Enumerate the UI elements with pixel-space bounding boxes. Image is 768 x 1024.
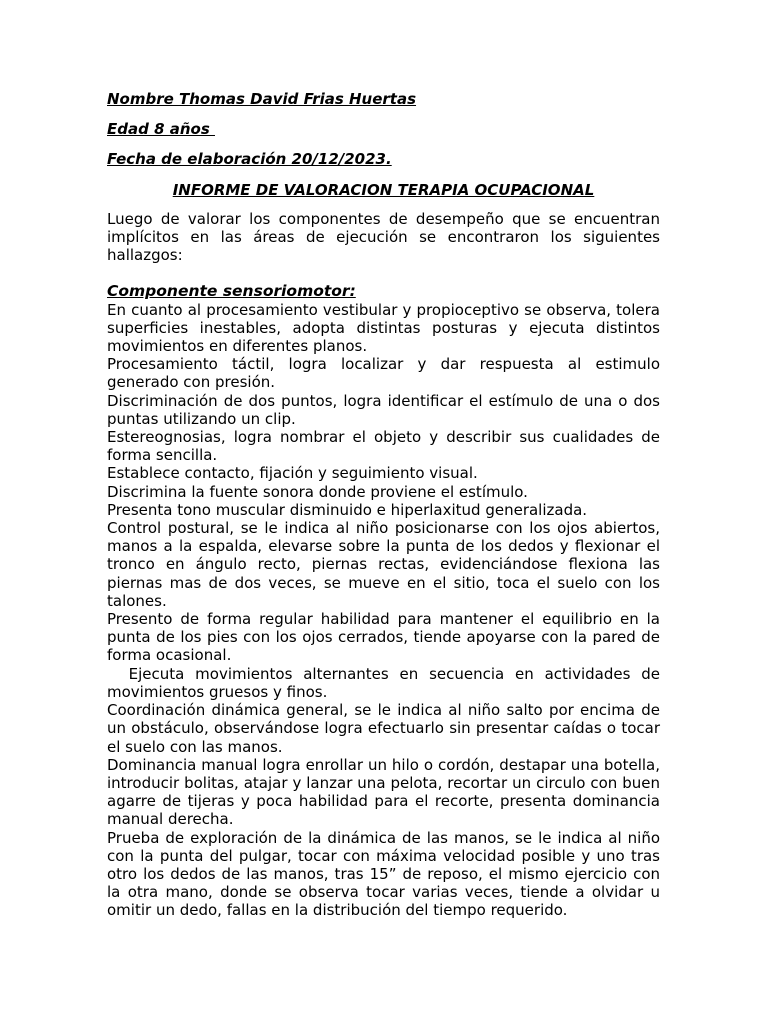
patient-name: Nombre Thomas David Frias Huertas — [107, 90, 417, 108]
finding-paragraph: Discrimina la fuente sonora donde proviene el estímulo. — [107, 482, 528, 501]
finding-paragraph: Presento de forma regular habilidad para mantener el equilibrio en la punta de los pies con los ojos cerrados, tiende apoyarse con la pared de forma ocasional. — [107, 610, 660, 665]
finding-paragraph: Discriminación de dos puntos, logra identificar el estímulo de una o dos puntas utilizando un clip. — [107, 391, 660, 428]
finding-paragraph: Estereognosias, logra nombrar el objeto y describir sus cualidades de forma sencilla. — [107, 428, 660, 465]
finding-paragraph: Procesamiento táctil, logra localizar y dar respuesta al estimulo generado con presión. — [107, 355, 660, 392]
document-page — [107, 90, 665, 920]
section-title: Componente sensoriomotor: — [107, 282, 356, 301]
patient-age: Edad 8 años — [107, 120, 215, 139]
report-title: INFORME DE VALORACION TERAPIA OCUPACIONAL — [172, 180, 595, 199]
intro-paragraph: Luego de valorar los componentes de desempeño que se encuentran implícitos en las áreas de ejecución se encontraron los siguientes hallazgos: — [107, 209, 660, 265]
finding-paragraph: Presenta tono muscular disminuido e hiperlaxitud generalizada. — [107, 500, 588, 519]
finding-paragraph: Control postural, se le indica al niño posicionarse con los ojos abiertos, manos a la espalda, elevarse sobre la punta de los dedos y flexionar el tronco en ángulo recto, piernas rectas, evidenciándose flexiona las piernas mas de dos veces, se mueve en el sitio, toca el suelo con los talones. — [107, 519, 660, 610]
report-date: Fecha de elaboración 20/12/2023. — [107, 150, 392, 169]
finding-paragraph: En cuanto al procesamiento vestibular y propioceptivo se observa, tolera superficies inestables, adopta distintas posturas y ejecuta distintos movimientos en diferentes planos. — [107, 300, 660, 356]
finding-paragraph: Prueba de exploración de la dinámica de las manos, se le indica al niño con la punta del pulgar, tocar con máxima velocidad posible y uno tras otro los dedos de las manos, tras 15” de reposo, el mismo ejercicio con la otra mano, donde se observa tocar varias veces, tiende a olvidar u omitir un dedo, fallas en la distribución del tiempo requerido. — [107, 828, 660, 920]
finding-paragraph: Ejecuta movimientos alternantes en secuencia en actividades de movimientos gruesos y finos. — [107, 664, 665, 701]
finding-paragraph: Dominancia manual logra enrollar un hilo o cordón, destapar una botella, introducir bolitas, atajar y lanzar una pelota, recortar un circulo con buen agarre de tijeras y poca habilidad para el recorte, presenta dominancia manual derecha. — [107, 755, 660, 829]
finding-paragraph: Coordinación dinámica general, se le indica al niño salto por encima de un obstáculo, observándose logra efectuarlo sin presentar caídas o tocar el suelo con las manos. — [107, 701, 660, 756]
finding-paragraph: Establece contacto, fijación y seguimiento visual. — [107, 464, 478, 483]
